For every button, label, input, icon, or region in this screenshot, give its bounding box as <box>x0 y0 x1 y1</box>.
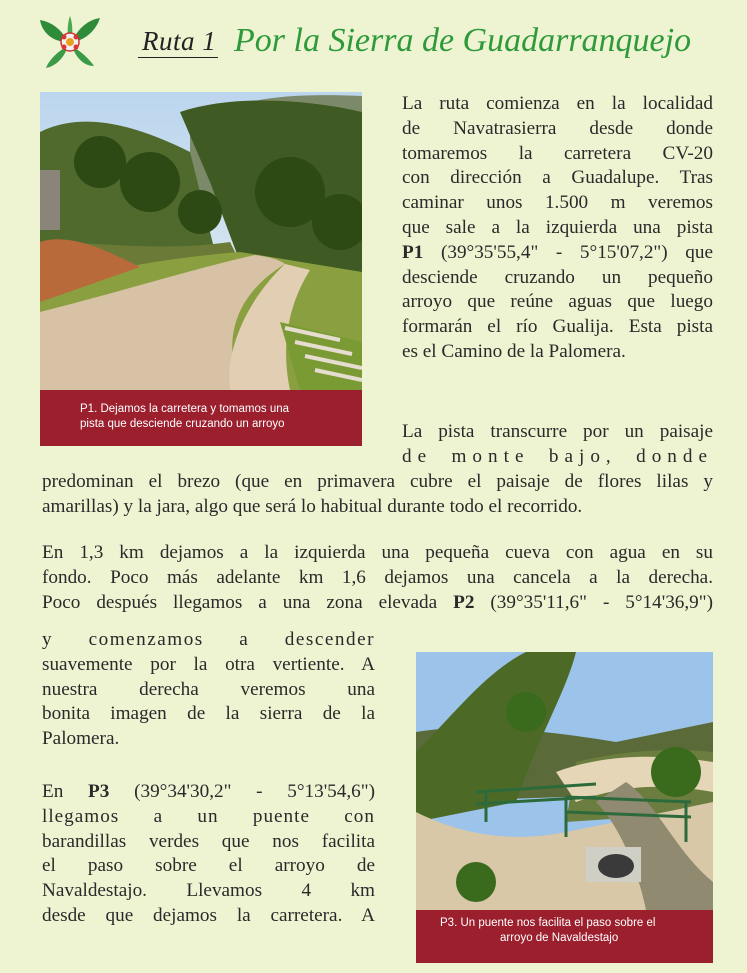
text-line: con dirección a Guadalupe. Tras <box>402 167 713 189</box>
photo1-caption <box>40 390 362 446</box>
text-line: que sale a la izquierda una pista <box>402 216 713 238</box>
photo-forest-track <box>40 92 362 390</box>
text-span: En <box>42 781 89 802</box>
page-header <box>38 12 738 72</box>
text-line: predominan el brezo (que en primavera cubre el paisaje de flores lilas y <box>42 471 713 492</box>
text-line: desde que dejamos la carretera. A <box>42 904 375 926</box>
waypoint-label: P3 <box>88 781 110 802</box>
text-line: suavemente por la otra vertiente. A <box>42 653 375 675</box>
text-line: fondo. Poco más adelante km 1,6 dejamos una cancela a la derecha. <box>42 566 713 588</box>
paragraph-intro <box>402 92 713 365</box>
page-title: Por la Sierra de Guadarranquejo <box>234 22 692 59</box>
caption-line: pista que desciende cruzando un arroyo <box>80 418 285 430</box>
text-line: el paso sobre el arroyo de <box>42 855 375 877</box>
photo2-caption <box>416 910 713 963</box>
paragraph-bridge <box>42 780 375 929</box>
text-line: amarillas) y la jara, algo que será lo habitual durante todo el recorrido. <box>42 495 583 517</box>
text-line: bonita imagen de la sierra de la <box>42 703 375 725</box>
coordinates: (39°35'55,4" - 5°15'07,2") que <box>423 241 713 263</box>
text-line: llegamos a un puente con <box>42 805 375 827</box>
waypoint-label: P2 <box>453 591 475 613</box>
text-line: tomaremos la carretera CV-20 <box>402 142 713 164</box>
text-line: arroyo que reúne aguas que luego <box>402 291 713 313</box>
text-line: nuestra derecha veremos una <box>42 678 375 700</box>
text-line <box>42 780 375 805</box>
paragraph-landscape-start <box>402 420 713 470</box>
waypoint-label: P1 <box>402 241 424 263</box>
text-span: Poco después llegamos a una zona elevada <box>42 591 454 613</box>
text-line: es el Camino de la Palomera. <box>402 340 626 362</box>
text-line <box>42 591 713 616</box>
text-line: de Navatrasierra desde donde <box>402 117 713 139</box>
caption-line: P3. Un puente nos facilita el paso sobre el <box>440 917 656 929</box>
caption-line: arroyo de Navaldestajo <box>500 932 619 944</box>
text-line: desciende cruzando un pequeño <box>402 266 713 288</box>
paragraph-descend <box>42 628 375 752</box>
text-line: barandillas verdes que nos facilita <box>42 830 375 852</box>
paragraph-landscape-end <box>42 470 713 520</box>
coordinates: (39°35'11,6" - 5°14'36,9") <box>474 591 713 613</box>
paragraph-cave <box>42 541 713 615</box>
text-line: caminar unos 1.500 m veremos <box>402 192 713 214</box>
text-line: Navaldestajo. Llevamos 4 km <box>42 880 375 902</box>
photo-bridge <box>416 652 713 910</box>
coordinates: (39°34'30,2" - 5°13'54,6") <box>109 781 375 802</box>
text-line: de monte bajo, donde <box>402 445 713 467</box>
text-line: La ruta comienza en la localidad <box>402 93 713 114</box>
text-line <box>402 241 713 266</box>
text-line: y comenzamos a descender <box>42 629 375 650</box>
text-line: En 1,3 km dejamos a la izquierda una pequeña cueva con agua en su <box>42 542 713 563</box>
caption-line: P1. Dejamos la carretera y tomamos una <box>80 403 290 415</box>
flower-leaves-icon <box>38 12 102 70</box>
text-line: formarán el río Gualija. Esta pista <box>402 316 713 338</box>
route-label: Ruta 1 <box>138 26 218 58</box>
text-line: Palomera. <box>42 728 120 750</box>
text-line: La pista transcurre por un paisaje <box>402 421 713 442</box>
